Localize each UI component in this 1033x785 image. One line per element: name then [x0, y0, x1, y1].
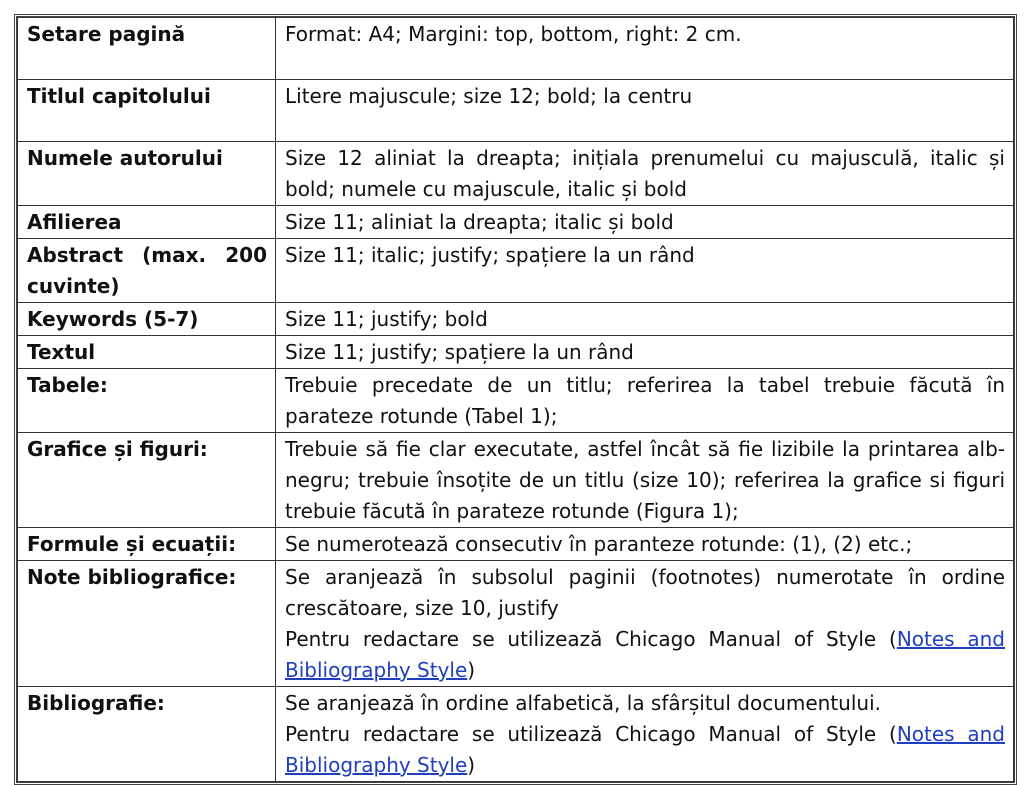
- row-value: Litere majuscule; size 12; bold; la centru: [276, 80, 1014, 142]
- row-label: Afilierea: [18, 206, 276, 239]
- table-row: [18, 561, 1014, 687]
- style-guide-note: [285, 719, 1005, 781]
- row-value: Size 11; justify; bold: [276, 303, 1014, 336]
- table-row: [18, 303, 1014, 336]
- style-guide-suffix: ): [467, 753, 476, 777]
- row-label: Tabele:: [18, 369, 276, 433]
- style-guide-prefix: Pentru redactare se utilizează Chicago Manual of Style (: [285, 627, 897, 651]
- row-value: Size 12 aliniat la dreapta; inițiala prenumelui cu majusculă, italic și bold; numele cu majuscule, italic și bold: [276, 142, 1014, 206]
- row-label: Titlul capitolului: [18, 80, 276, 142]
- row-label: Numele autorului: [18, 142, 276, 206]
- row-value: Trebuie să fie clar executate, astfel încât să fie lizibile la printarea alb-negru; trebuie însoțite de un titlu (size 10); referirea la grafice si figuri trebuie făcută în parateze rotunde (Figura 1);: [276, 433, 1014, 528]
- row-value: Format: A4; Margini: top, bottom, right: 2 cm.: [276, 18, 1014, 80]
- row-value: Size 11; justify; spațiere la un rând: [276, 336, 1014, 369]
- table-row: [18, 528, 1014, 561]
- row-value-cell: [276, 687, 1014, 782]
- style-guide-suffix: ): [467, 658, 476, 682]
- row-value: Size 11; aliniat la dreapta; italic și bold: [276, 206, 1014, 239]
- table-row: [18, 142, 1014, 206]
- notes-bibliography-style-link[interactable]: Notes and Bibliography Style: [285, 722, 1006, 777]
- notes-bibliography-style-link[interactable]: Notes and Bibliography Style: [285, 627, 1006, 682]
- row-value: Se aranjează în subsolul paginii (footnotes) numerotate în ordine crescătoare, size 10, justify: [285, 565, 1005, 620]
- table-row: [18, 18, 1014, 80]
- row-label: Textul: [18, 336, 276, 369]
- table-row: [18, 433, 1014, 528]
- row-label: Setare pagină: [18, 18, 276, 80]
- row-value: Se aranjează în ordine alfabetică, la sfârșitul documentului.: [285, 691, 882, 715]
- row-label: Bibliografie:: [18, 687, 276, 782]
- style-guide-note: [285, 624, 1005, 686]
- row-label: Grafice și figuri:: [18, 433, 276, 528]
- row-label: Note bibliografice:: [18, 561, 276, 687]
- table-row: [18, 369, 1014, 433]
- table-row: [18, 206, 1014, 239]
- table-row: [18, 239, 1014, 303]
- table-row: [18, 687, 1014, 782]
- row-value-cell: [276, 561, 1014, 687]
- row-label: Abstract (max. 200 cuvinte): [18, 239, 276, 303]
- style-guide-prefix: Pentru redactare se utilizează Chicago Manual of Style (: [285, 722, 897, 746]
- formatting-guidelines-table: [17, 17, 1014, 782]
- row-label: Formule și ecuații:: [18, 528, 276, 561]
- formatting-guidelines-table-frame: [14, 14, 1017, 785]
- row-label: Keywords (5-7): [18, 303, 276, 336]
- table-row: [18, 80, 1014, 142]
- row-value: Trebuie precedate de un titlu; referirea la tabel trebuie făcută în parateze rotunde (Tabel 1);: [276, 369, 1014, 433]
- table-row: [18, 336, 1014, 369]
- row-value: Size 11; italic; justify; spațiere la un rând: [276, 239, 1014, 303]
- row-value: Se numerotează consecutiv în paranteze rotunde: (1), (2) etc.;: [276, 528, 1014, 561]
